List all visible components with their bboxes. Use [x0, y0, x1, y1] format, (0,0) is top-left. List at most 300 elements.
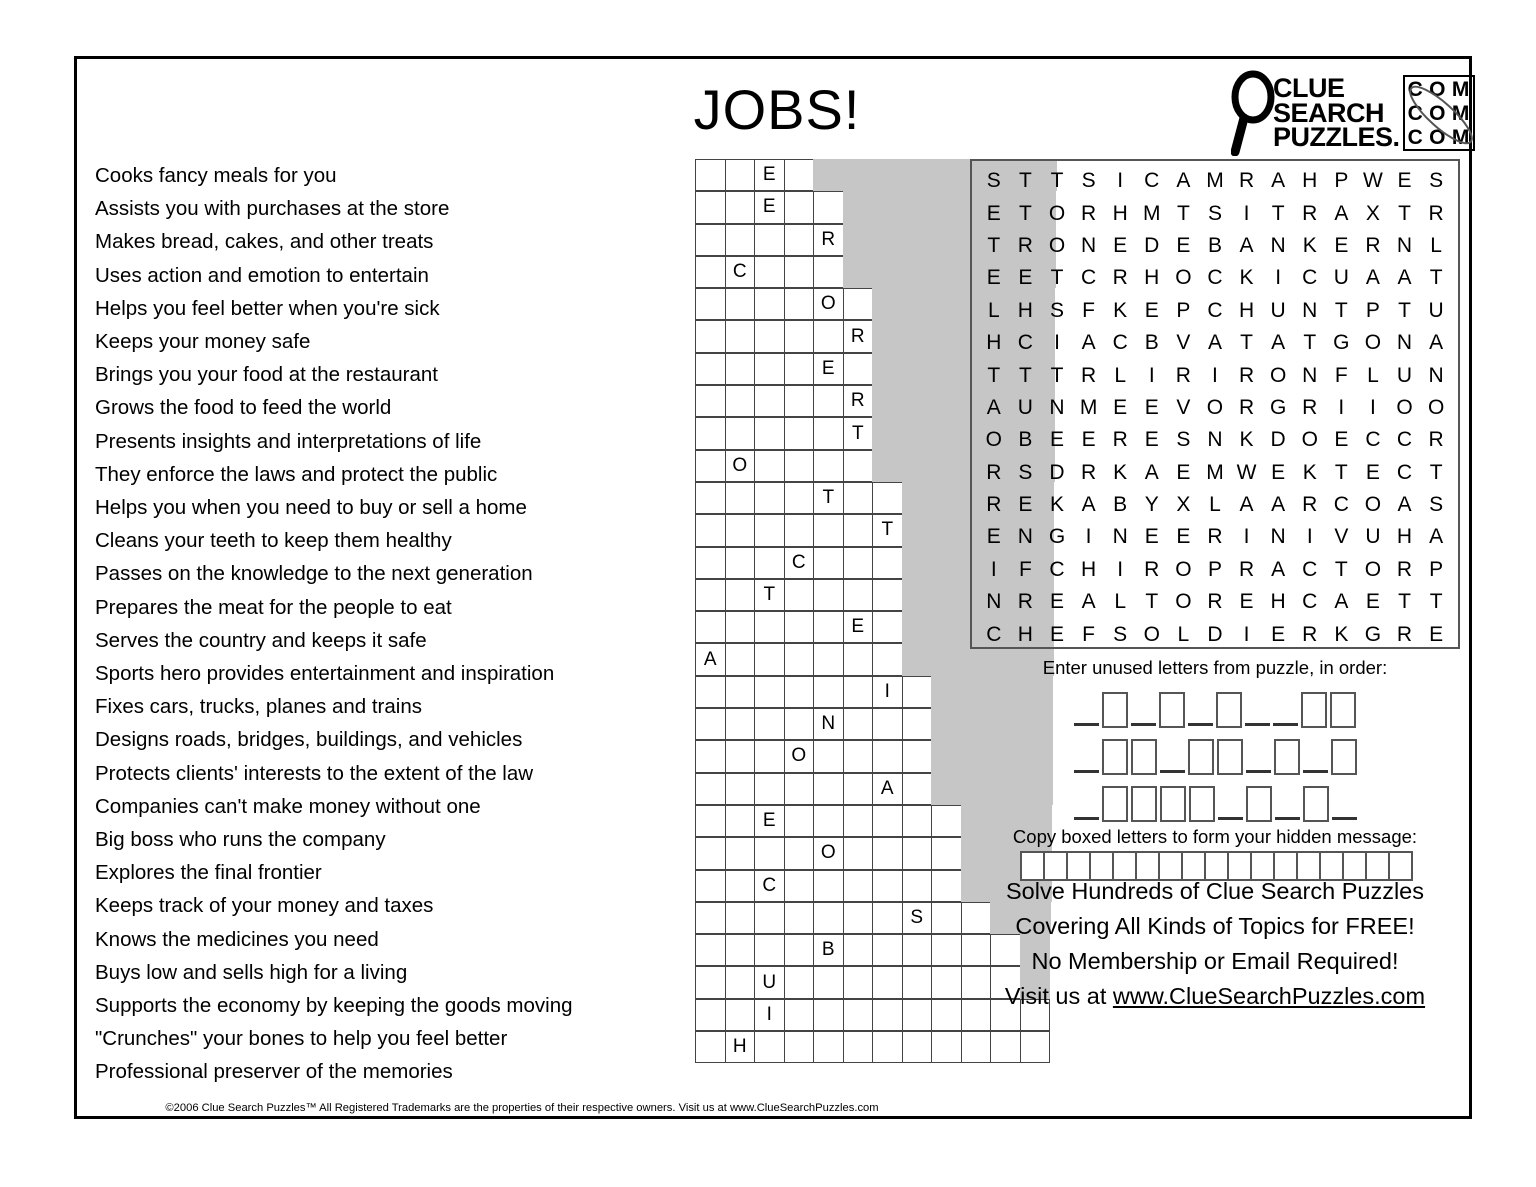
- word-search-letter[interactable]: O: [1048, 201, 1066, 225]
- letter-blank-dash[interactable]: [1303, 770, 1328, 773]
- word-search-letter[interactable]: I: [990, 557, 997, 581]
- answer-cell[interactable]: [695, 224, 726, 256]
- answer-cell[interactable]: [725, 417, 756, 449]
- answer-cell[interactable]: [695, 353, 726, 385]
- website-link[interactable]: www.ClueSearchPuzzles.com: [1112, 983, 1426, 1009]
- word-search-letter[interactable]: O: [1364, 493, 1382, 517]
- answer-cell[interactable]: U: [754, 966, 785, 998]
- word-search-letter[interactable]: A: [1271, 493, 1286, 517]
- boxed-letter-blank[interactable]: [1189, 786, 1215, 822]
- word-search-letter[interactable]: E: [1144, 428, 1159, 452]
- letter-blank-dash[interactable]: [1131, 723, 1156, 726]
- word-search-letter[interactable]: E: [1081, 428, 1096, 452]
- answer-cell[interactable]: [725, 643, 756, 675]
- word-search-letter[interactable]: B: [1113, 493, 1128, 517]
- answer-cell[interactable]: [754, 288, 785, 320]
- answer-cell[interactable]: R: [813, 224, 844, 256]
- answer-cell[interactable]: [695, 708, 726, 740]
- word-search-letter[interactable]: S: [1113, 622, 1128, 646]
- answer-cell[interactable]: [784, 353, 815, 385]
- word-search-letter[interactable]: C: [1080, 266, 1097, 290]
- word-search-letter[interactable]: C: [1365, 428, 1381, 452]
- word-search-letter[interactable]: T: [1334, 557, 1348, 581]
- word-search-letter[interactable]: S: [1207, 201, 1222, 225]
- word-search-letter[interactable]: T: [1303, 331, 1317, 355]
- word-search-letter[interactable]: E: [1334, 428, 1349, 452]
- word-search-letter[interactable]: U: [1270, 298, 1286, 322]
- word-search-letter[interactable]: R: [1080, 460, 1097, 484]
- word-search-letter[interactable]: T: [1429, 590, 1443, 614]
- answer-cell[interactable]: [725, 934, 756, 966]
- answer-cell[interactable]: [990, 1031, 1021, 1063]
- word-search-letter[interactable]: H: [986, 331, 1002, 355]
- answer-cell[interactable]: [813, 547, 844, 579]
- boxed-letter-blank[interactable]: [1330, 692, 1356, 728]
- answer-cell[interactable]: [784, 385, 815, 417]
- answer-cell[interactable]: O: [725, 450, 756, 482]
- word-search-letter[interactable]: R: [1207, 590, 1223, 614]
- letter-blank-dash[interactable]: [1332, 817, 1357, 820]
- word-search-letter[interactable]: H: [1144, 266, 1160, 290]
- word-search-letter[interactable]: E: [1176, 460, 1191, 484]
- word-search-letter[interactable]: H: [1017, 622, 1033, 646]
- word-search-letter[interactable]: H: [1238, 298, 1255, 322]
- word-search-letter[interactable]: L: [1209, 493, 1221, 517]
- word-search-letter[interactable]: E: [1144, 395, 1159, 419]
- word-search-letter[interactable]: A: [1144, 460, 1159, 484]
- word-search-letter[interactable]: B: [1144, 331, 1159, 355]
- word-search-letter[interactable]: H: [1302, 169, 1318, 193]
- answer-cell[interactable]: [843, 999, 874, 1031]
- word-search-letter[interactable]: O: [1269, 363, 1287, 387]
- word-search-letter[interactable]: L: [1430, 233, 1442, 257]
- boxed-letter-blank[interactable]: [1102, 786, 1128, 822]
- word-search-letter[interactable]: R: [1428, 201, 1444, 225]
- word-search-letter[interactable]: G: [1364, 622, 1382, 646]
- answer-cell[interactable]: [813, 902, 844, 934]
- word-search-letter[interactable]: M: [1079, 395, 1098, 419]
- answer-cell[interactable]: [872, 740, 903, 772]
- answer-cell[interactable]: [784, 256, 815, 288]
- answer-cell[interactable]: H: [725, 1031, 756, 1063]
- word-search-letter[interactable]: R: [986, 493, 1002, 517]
- word-search-letter[interactable]: P: [1365, 298, 1380, 322]
- answer-cell[interactable]: [725, 805, 756, 837]
- answer-cell[interactable]: [725, 288, 756, 320]
- answer-cell[interactable]: [695, 934, 726, 966]
- answer-cell[interactable]: [754, 385, 785, 417]
- letter-blank-dash[interactable]: [1074, 723, 1099, 726]
- answer-cell[interactable]: [843, 934, 874, 966]
- word-search-letter[interactable]: S: [1018, 460, 1033, 484]
- answer-cell[interactable]: [931, 902, 962, 934]
- word-search-letter[interactable]: S: [1429, 169, 1444, 193]
- word-search-letter[interactable]: N: [1207, 428, 1223, 452]
- word-search-letter[interactable]: A: [1334, 201, 1349, 225]
- answer-cell[interactable]: [695, 966, 726, 998]
- word-search-letter[interactable]: I: [1212, 363, 1218, 387]
- word-search-letter[interactable]: T: [1240, 331, 1253, 355]
- answer-cell[interactable]: O: [784, 740, 815, 772]
- word-search-letter[interactable]: H: [1270, 590, 1286, 614]
- word-search-letter[interactable]: C: [1049, 557, 1065, 581]
- word-search-letter[interactable]: E: [986, 525, 1001, 549]
- word-search-letter[interactable]: K: [1302, 460, 1317, 484]
- answer-cell[interactable]: [725, 320, 756, 352]
- answer-cell[interactable]: [813, 966, 844, 998]
- word-search-letter[interactable]: A: [1081, 493, 1096, 517]
- answer-cell[interactable]: [813, 1031, 844, 1063]
- answer-cell[interactable]: [754, 256, 785, 288]
- word-search-letter[interactable]: F: [1018, 557, 1032, 581]
- word-search-letter[interactable]: T: [987, 233, 1001, 257]
- word-search-letter[interactable]: S: [986, 169, 1001, 193]
- answer-cell[interactable]: [902, 676, 933, 708]
- word-search-letter[interactable]: O: [985, 428, 1002, 452]
- word-search-letter[interactable]: E: [1113, 233, 1128, 257]
- word-search-letter[interactable]: E: [1144, 298, 1159, 322]
- answer-cell[interactable]: [754, 417, 785, 449]
- word-search-letter[interactable]: A: [1271, 169, 1286, 193]
- answer-cell[interactable]: [725, 385, 756, 417]
- word-search-letter[interactable]: H: [1080, 557, 1097, 581]
- word-search-letter[interactable]: I: [1243, 622, 1250, 646]
- answer-cell[interactable]: [695, 870, 726, 902]
- boxed-letter-blank[interactable]: [1274, 739, 1300, 775]
- answer-cell[interactable]: [754, 224, 785, 256]
- word-search-letter[interactable]: R: [1428, 428, 1444, 452]
- word-search-letter[interactable]: Y: [1144, 493, 1159, 517]
- answer-cell[interactable]: [902, 966, 933, 998]
- word-search-letter[interactable]: N: [1270, 233, 1286, 257]
- word-search-letter[interactable]: E: [1113, 395, 1128, 419]
- answer-cell[interactable]: [813, 773, 844, 805]
- answer-cell[interactable]: [872, 643, 903, 675]
- word-search-letter[interactable]: O: [1048, 233, 1066, 257]
- answer-cell[interactable]: [725, 482, 756, 514]
- answer-cell[interactable]: [872, 547, 903, 579]
- word-search-letter[interactable]: K: [1049, 493, 1064, 517]
- answer-cell[interactable]: R: [843, 320, 874, 352]
- answer-cell[interactable]: [843, 547, 874, 579]
- word-search-letter[interactable]: T: [987, 363, 1001, 387]
- answer-cell[interactable]: [902, 870, 933, 902]
- answer-cell[interactable]: [784, 902, 815, 934]
- word-search-letter[interactable]: R: [1238, 557, 1255, 581]
- answer-cell[interactable]: [931, 837, 962, 869]
- answer-cell[interactable]: [695, 450, 726, 482]
- word-search-letter[interactable]: E: [1049, 590, 1064, 614]
- answer-cell[interactable]: [843, 708, 874, 740]
- answer-cell[interactable]: [872, 999, 903, 1031]
- word-search-letter[interactable]: C: [1302, 590, 1318, 614]
- word-search-letter[interactable]: T: [1429, 266, 1443, 290]
- word-search-letter[interactable]: C: [986, 622, 1002, 646]
- answer-cell[interactable]: [872, 837, 903, 869]
- answer-cell[interactable]: [872, 579, 903, 611]
- word-search-letter[interactable]: T: [1398, 298, 1411, 322]
- answer-cell[interactable]: [931, 1031, 962, 1063]
- answer-cell[interactable]: [754, 773, 785, 805]
- word-search-letter[interactable]: S: [1429, 493, 1444, 517]
- word-search-letter[interactable]: A: [986, 395, 1001, 419]
- word-search-letter[interactable]: R: [1080, 363, 1097, 387]
- word-search-letter[interactable]: E: [1271, 622, 1286, 646]
- answer-cell[interactable]: [843, 514, 874, 546]
- word-search-letter[interactable]: C: [1333, 493, 1349, 517]
- answer-cell[interactable]: [754, 547, 785, 579]
- answer-cell[interactable]: [754, 450, 785, 482]
- word-search-letter[interactable]: T: [1176, 201, 1190, 225]
- answer-cell[interactable]: [725, 547, 756, 579]
- answer-cell[interactable]: [813, 676, 844, 708]
- answer-cell[interactable]: [784, 870, 815, 902]
- word-search-letter[interactable]: A: [1081, 590, 1096, 614]
- word-search-letter[interactable]: G: [1333, 331, 1350, 355]
- answer-cell[interactable]: O: [813, 837, 844, 869]
- answer-cell[interactable]: [813, 385, 844, 417]
- word-search-letter[interactable]: T: [1018, 363, 1032, 387]
- letter-blank-dash[interactable]: [1074, 770, 1099, 773]
- word-search-letter[interactable]: N: [1080, 233, 1097, 257]
- letter-blank-dash[interactable]: [1188, 723, 1213, 726]
- answer-cell[interactable]: [784, 320, 815, 352]
- word-search-letter[interactable]: I: [1338, 395, 1345, 419]
- word-search-letter[interactable]: F: [1082, 622, 1095, 646]
- word-search-letter[interactable]: P: [1334, 169, 1349, 193]
- word-search-letter[interactable]: E: [1239, 590, 1254, 614]
- answer-cell[interactable]: [695, 1031, 726, 1063]
- word-search-letter[interactable]: I: [1117, 557, 1124, 581]
- word-search-letter[interactable]: R: [1207, 525, 1223, 549]
- answer-cell[interactable]: N: [813, 708, 844, 740]
- letter-blank-dash[interactable]: [1273, 723, 1298, 726]
- answer-cell[interactable]: [695, 805, 726, 837]
- word-search-letter[interactable]: D: [1144, 233, 1160, 257]
- word-search-letter[interactable]: O: [1427, 395, 1445, 419]
- word-search-letter[interactable]: A: [1239, 233, 1254, 257]
- word-search-letter[interactable]: D: [1207, 622, 1223, 646]
- answer-cell[interactable]: [725, 611, 756, 643]
- answer-cell[interactable]: [813, 256, 844, 288]
- answer-cell[interactable]: [754, 708, 785, 740]
- word-search-letter[interactable]: G: [1269, 395, 1287, 419]
- answer-cell[interactable]: [695, 191, 726, 223]
- answer-cell[interactable]: [931, 934, 962, 966]
- answer-cell[interactable]: [872, 870, 903, 902]
- word-search-letter[interactable]: E: [1049, 622, 1064, 646]
- word-search-letter[interactable]: R: [1238, 363, 1255, 387]
- word-search-letter[interactable]: P: [1429, 557, 1444, 581]
- word-search-letter[interactable]: T: [1050, 169, 1064, 193]
- word-search-letter[interactable]: T: [1145, 590, 1159, 614]
- answer-cell[interactable]: [754, 643, 785, 675]
- answer-cell[interactable]: T: [813, 482, 844, 514]
- answer-cell[interactable]: C: [754, 870, 785, 902]
- word-search-letter[interactable]: E: [1397, 169, 1412, 193]
- word-search-letter[interactable]: E: [1018, 266, 1033, 290]
- word-search-letter[interactable]: I: [1370, 395, 1376, 419]
- word-search-letter[interactable]: E: [1365, 590, 1380, 614]
- word-search-letter[interactable]: I: [1054, 331, 1060, 355]
- word-search-letter[interactable]: T: [1050, 363, 1064, 387]
- word-search-letter[interactable]: O: [1175, 266, 1192, 290]
- answer-cell[interactable]: [754, 482, 785, 514]
- word-search-letter[interactable]: T: [1398, 590, 1411, 614]
- word-search-grid[interactable]: [970, 159, 1460, 649]
- answer-cell[interactable]: [695, 288, 726, 320]
- answer-cell[interactable]: [931, 999, 962, 1031]
- answer-cell[interactable]: [843, 579, 874, 611]
- answer-cell[interactable]: [695, 482, 726, 514]
- word-search-letter[interactable]: R: [1302, 622, 1318, 646]
- word-search-letter[interactable]: A: [1334, 590, 1349, 614]
- word-search-letter[interactable]: I: [1117, 169, 1124, 193]
- answer-cell[interactable]: [784, 482, 815, 514]
- word-search-letter[interactable]: A: [1176, 169, 1191, 193]
- word-search-letter[interactable]: E: [1176, 233, 1191, 257]
- answer-cell[interactable]: [725, 837, 756, 869]
- word-search-letter[interactable]: K: [1113, 298, 1128, 322]
- word-search-letter[interactable]: R: [1396, 622, 1413, 646]
- word-search-letter[interactable]: A: [1397, 493, 1412, 517]
- word-search-letter[interactable]: O: [1364, 331, 1382, 355]
- answer-cell[interactable]: T: [843, 417, 874, 449]
- answer-cell[interactable]: E: [754, 159, 785, 191]
- answer-cell[interactable]: [784, 611, 815, 643]
- word-search-letter[interactable]: A: [1081, 331, 1096, 355]
- answer-cell[interactable]: [784, 224, 815, 256]
- boxed-letter-blank[interactable]: [1160, 786, 1186, 822]
- boxed-letter-blank[interactable]: [1131, 786, 1157, 822]
- answer-cell[interactable]: [813, 999, 844, 1031]
- answer-cell[interactable]: [725, 902, 756, 934]
- answer-cell[interactable]: C: [725, 256, 756, 288]
- word-search-letter[interactable]: E: [1049, 428, 1064, 452]
- word-search-letter[interactable]: O: [1175, 557, 1192, 581]
- answer-cell[interactable]: [931, 870, 962, 902]
- unused-letters-blanks[interactable]: [970, 681, 1460, 822]
- answer-cell[interactable]: [902, 999, 933, 1031]
- word-search-letter[interactable]: C: [1144, 169, 1160, 193]
- answer-cell[interactable]: [813, 417, 844, 449]
- answer-cell[interactable]: [725, 224, 756, 256]
- word-search-letter[interactable]: T: [1334, 460, 1348, 484]
- answer-cell[interactable]: [695, 579, 726, 611]
- word-search-letter[interactable]: N: [1302, 363, 1318, 387]
- word-search-letter[interactable]: A: [1429, 525, 1444, 549]
- word-search-letter[interactable]: I: [1306, 525, 1313, 549]
- answer-cell[interactable]: [695, 547, 726, 579]
- answer-cell[interactable]: [695, 676, 726, 708]
- answer-cell[interactable]: [784, 579, 815, 611]
- answer-cell[interactable]: [931, 966, 962, 998]
- word-search-letter[interactable]: O: [1364, 557, 1382, 581]
- answer-cell[interactable]: [754, 1031, 785, 1063]
- answer-cell[interactable]: S: [902, 902, 933, 934]
- word-search-letter[interactable]: L: [987, 298, 1000, 322]
- answer-cell[interactable]: [695, 773, 726, 805]
- word-search-letter[interactable]: I: [1148, 363, 1155, 387]
- boxed-letter-blank[interactable]: [1331, 739, 1357, 775]
- answer-cell[interactable]: [843, 643, 874, 675]
- word-search-letter[interactable]: I: [1243, 525, 1250, 549]
- answer-cell[interactable]: [872, 805, 903, 837]
- word-search-letter[interactable]: E: [1018, 493, 1033, 517]
- answer-cell[interactable]: [843, 740, 874, 772]
- word-search-letter[interactable]: R: [1144, 557, 1160, 581]
- answer-cell[interactable]: [725, 159, 756, 191]
- answer-cell[interactable]: [902, 934, 933, 966]
- answer-cell[interactable]: [902, 708, 933, 740]
- answer-cell[interactable]: [1020, 1031, 1051, 1063]
- word-search-letter[interactable]: N: [1302, 298, 1318, 322]
- word-search-letter[interactable]: R: [1080, 201, 1097, 225]
- answer-cell[interactable]: [813, 191, 844, 223]
- word-search-letter[interactable]: N: [1017, 525, 1033, 549]
- word-search-letter[interactable]: I: [1085, 525, 1092, 549]
- word-search-letter[interactable]: C: [1112, 331, 1128, 355]
- answer-cell[interactable]: [754, 320, 785, 352]
- answer-cell[interactable]: R: [843, 385, 874, 417]
- answer-cell[interactable]: [843, 870, 874, 902]
- answer-cell[interactable]: [872, 966, 903, 998]
- word-search-letter[interactable]: R: [1365, 233, 1381, 257]
- word-search-letter[interactable]: N: [1396, 233, 1413, 257]
- letter-blank-dash[interactable]: [1245, 723, 1270, 726]
- answer-cell[interactable]: C: [784, 547, 815, 579]
- word-search-letter[interactable]: O: [1396, 395, 1413, 419]
- letter-blank-dash[interactable]: [1160, 770, 1185, 773]
- word-search-letter[interactable]: S: [1176, 428, 1191, 452]
- word-search-letter[interactable]: R: [1302, 395, 1318, 419]
- word-search-letter[interactable]: B: [1018, 428, 1033, 452]
- word-search-letter[interactable]: U: [1428, 298, 1444, 322]
- word-search-letter[interactable]: O: [1206, 395, 1224, 419]
- word-search-letter[interactable]: B: [1207, 233, 1222, 257]
- word-search-letter[interactable]: T: [1334, 298, 1348, 322]
- word-search-letter[interactable]: E: [1144, 525, 1159, 549]
- answer-cell[interactable]: [872, 708, 903, 740]
- word-search-letter[interactable]: A: [1271, 557, 1286, 581]
- answer-cell[interactable]: [843, 837, 874, 869]
- answer-cell[interactable]: I: [754, 999, 785, 1031]
- word-search-letter[interactable]: D: [1270, 428, 1286, 452]
- answer-cell[interactable]: [902, 773, 933, 805]
- word-search-letter[interactable]: C: [1396, 428, 1413, 452]
- word-search-letter[interactable]: E: [1271, 460, 1286, 484]
- answer-cell[interactable]: [813, 805, 844, 837]
- answer-cell[interactable]: A: [872, 773, 903, 805]
- boxed-letter-blank[interactable]: [1301, 692, 1327, 728]
- word-search-letter[interactable]: L: [1177, 622, 1190, 646]
- answer-cell[interactable]: [725, 966, 756, 998]
- word-search-letter[interactable]: K: [1302, 233, 1317, 257]
- answer-cell[interactable]: [754, 837, 785, 869]
- word-search-letter[interactable]: W: [1363, 169, 1383, 193]
- answer-cell[interactable]: [902, 1031, 933, 1063]
- letter-blank-dash[interactable]: [1218, 817, 1243, 820]
- answer-cell[interactable]: [872, 902, 903, 934]
- word-search-letter[interactable]: I: [1243, 201, 1250, 225]
- answer-cell[interactable]: E: [843, 611, 874, 643]
- answer-cell[interactable]: [754, 611, 785, 643]
- boxed-letter-blank[interactable]: [1216, 692, 1242, 728]
- answer-cell[interactable]: [784, 773, 815, 805]
- word-search-letter[interactable]: L: [1114, 363, 1127, 387]
- word-search-letter[interactable]: N: [986, 590, 1002, 614]
- answer-cell[interactable]: [784, 288, 815, 320]
